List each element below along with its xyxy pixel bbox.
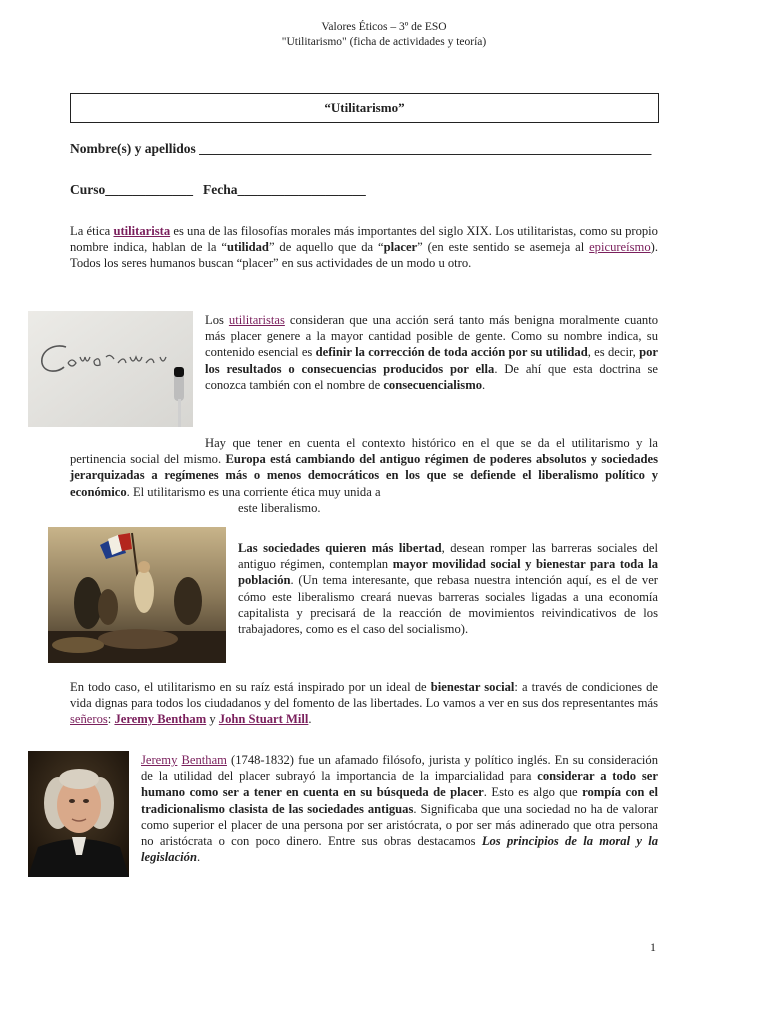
text: . Significaba que una sociedad no ha de valorar como superior el placer de una persona por ser aristócrata, o por ser más adinerado que otra persona no aristócrata o con poco dinero. Entre sus obras destacamos [141,801,658,849]
link-bentham[interactable]: Bentham [181,753,227,767]
text: consideran que una acción será tanto más benigna moralmente cuanto más placer genere a la mayor cantidad posible de gente. Como su nombre indica, su contenido esencial es [205,313,658,360]
text: : [107,712,115,727]
text: y [206,712,219,727]
paragraph-consequences [205,312,658,393]
paragraph-intro [70,223,658,272]
text: , es decir, [587,345,640,360]
paragraph-context-end: este liberalismo. [238,501,321,515]
text: . [482,377,486,392]
text: ” de aquello que da “ [268,240,384,255]
text: La ética [70,224,114,238]
bold-text: Europa está cambiando del antiguo régimen de poderes absolutos y sociedades jerarquizadas a regímenes más o menos democráticos en los que se defiende el liberalismo político y económico [70,452,658,499]
text: . De ahí que esta doctrina se conozca también con el nombre de [205,361,658,392]
liberty-painting-image [48,527,226,663]
text: . Esto es algo que [483,785,583,800]
text: Hay que tener en cuenta el contexto histórico en el que se da el utilitarismo y la pertinencia social del mismo. [70,436,658,467]
bold-text: considerar a todo ser humano como ser a tener en cuenta en su búsqueda de placer [141,769,658,800]
text: , desean romper las barreras sociales del antiguo régimen, contemplan [238,541,659,572]
bold-text: bienestar social [430,680,515,694]
name-field: Nombre(s) y apellidos ___________________________________________________________________ [70,141,652,156]
text: : a través de condiciones de vida dignas para todos los ciudadanos y del fomento de las libertades. Lo vamos a ver en sus dos representantes más [70,680,659,711]
paragraph-bentham [141,752,658,865]
course-field: Curso_____________ [70,182,194,197]
bold-text: Las sociedades quieren más libertad [238,541,442,555]
link-epicureismo[interactable]: epicureísmo [589,240,651,255]
bold-text: mayor movilidad social y bienestar para toda la población [238,557,658,588]
header-line-1: Valores Éticos – 3º de ESO [321,21,447,33]
text: (1748-1832) fue un afamado filósofo, jurista y político inglés. En su consideración de la utilidad del placer subrayó la importancia de la imparcialidad para [141,753,658,784]
text: ). Todos los seres humanos buscan “placer” en sus actividades de un modo u otro. [70,240,658,271]
link-utilitarista[interactable]: utilitarista [113,224,171,238]
text: ” (en este sentido se asemeja al [417,240,590,255]
paragraph-welfare [70,679,658,728]
link-seneros[interactable]: señeros [70,712,108,727]
link-jeremy[interactable]: Jeremy [141,753,178,767]
link-jeremy-bentham[interactable]: Jeremy Bentham [114,712,207,727]
page-number: 1 [650,940,656,954]
title-box [70,93,659,123]
text: En todo caso, el utilitarismo en su raíz está inspirado por un ideal de [70,680,431,694]
bold-text: consecuencialismo [383,377,482,392]
paragraph-liberty [238,540,658,637]
link-john-stuart-mill[interactable]: John Stuart Mill [218,712,309,727]
consecuencia-image [28,311,193,427]
text: . (Un tema interesante, que rebasa nuestra intención aquí, es el de ver cómo este liberalismo creará nuevas barreras sociales ligadas a una economía capitalista y precisará de la reacción de movimientos reivindicativos de los trabajadores, como es el caso del socialismo). [238,573,658,637]
text: es una de las filosofías morales más importantes del siglo XIX. Los utilitaristas, como su propio nombre indica, hablan de la “ [70,224,658,255]
text: . El utilitarismo es una corriente ética muy unida a [126,484,381,499]
text: Los [205,313,229,327]
link-utilitaristas[interactable]: utilitaristas [228,313,285,327]
bold-text: rompía con el tradicionalismo clasista de las sociedades antiguas [141,785,658,816]
paragraph-context [70,435,658,500]
header-line-2: "Utilitarismo" (ficha de actividades y teoría) [281,36,487,48]
bold-text: placer [383,240,418,255]
date-field: Fecha___________________ [203,182,366,197]
document-header [0,20,768,50]
bold-text: por los resultados o consecuencias producidos por ella [205,345,658,376]
bold-text: utilidad [226,240,269,255]
text: . [308,712,312,727]
text: . [196,850,201,865]
book-title: Los principios de la moral y la legislación [141,834,659,865]
bold-text: definir la corrección de toda acción por su utilidad [315,345,588,360]
bentham-portrait-image [28,751,129,877]
page-title: “Utilitarismo” [324,100,405,115]
